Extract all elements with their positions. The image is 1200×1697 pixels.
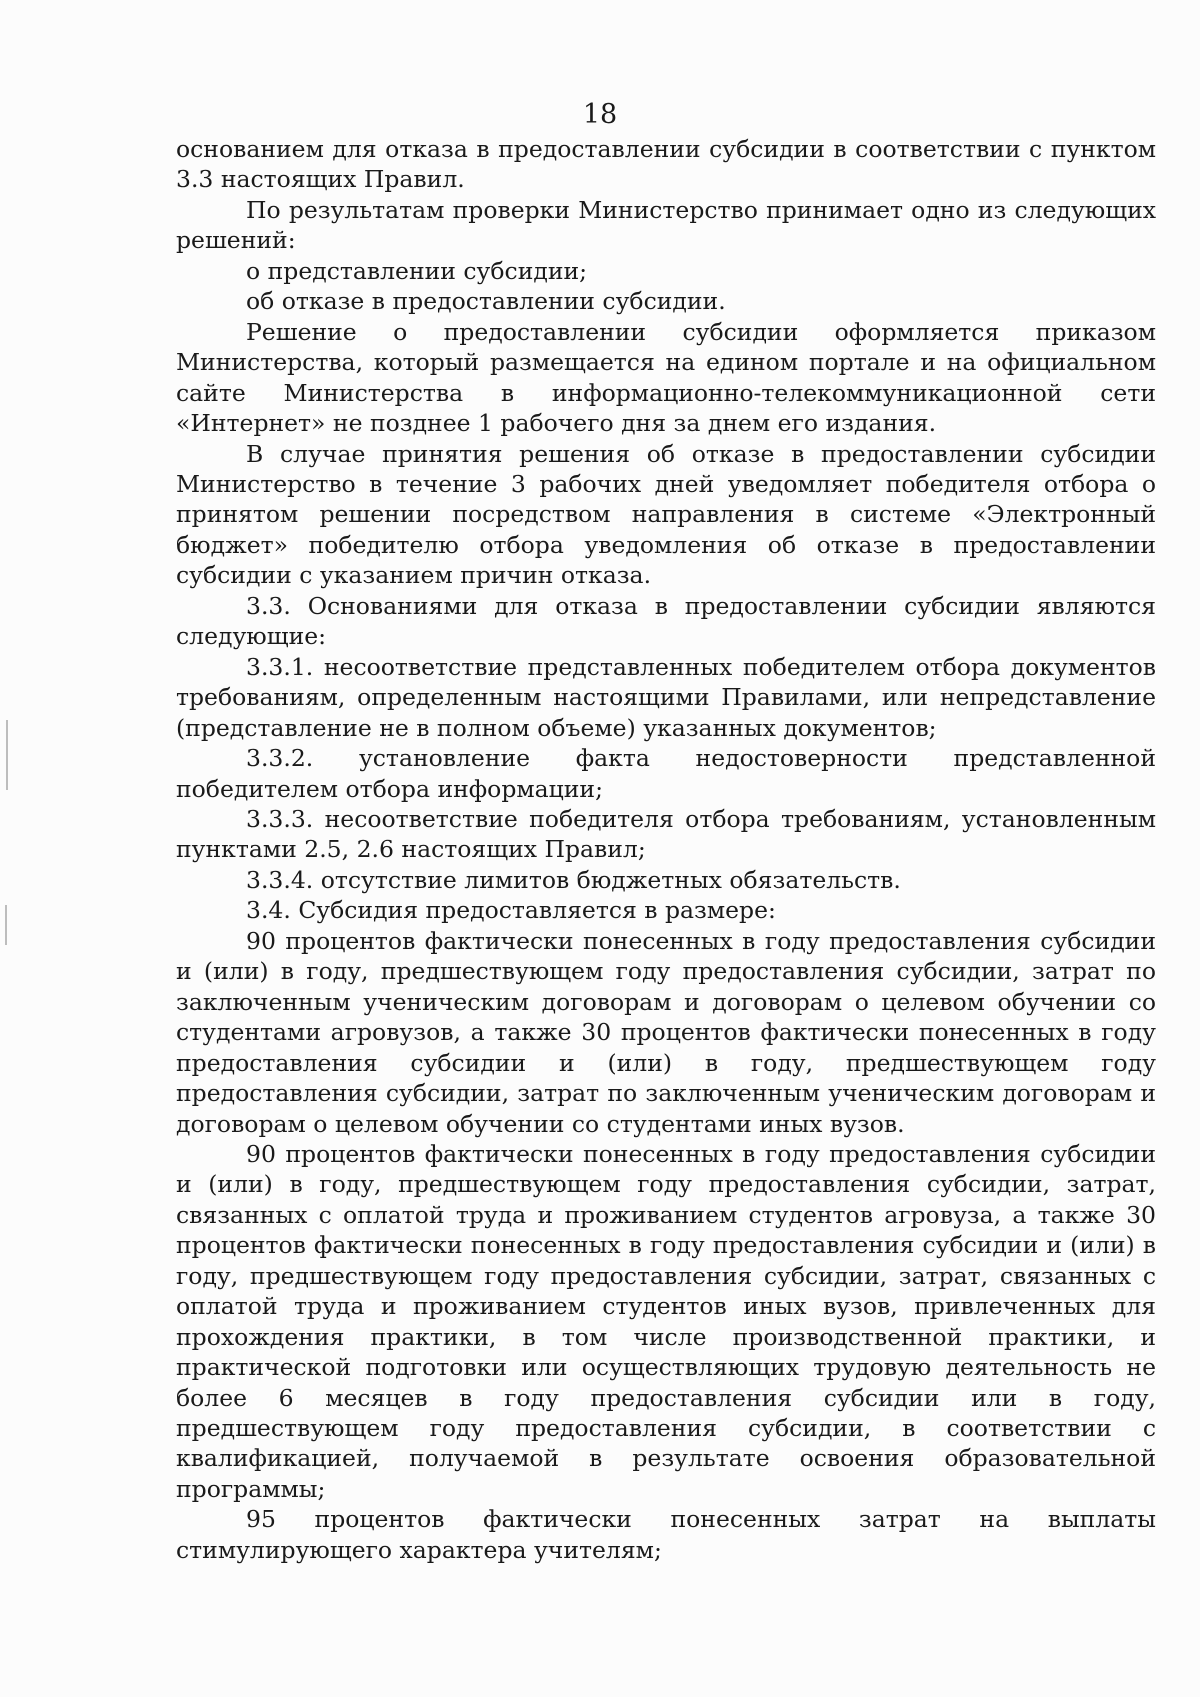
paragraph: о представлении субсидии; [246,256,588,285]
paragraph: 90 процентов фактически понесенных в году предоставления субсидии и (или) в году, предшествующем году предоставления субсидии, затрат по заключенным ученическим договорам и договорам о целевом обучении со студентами агровузов, а также 30 процентов фактически понесенных в году предоставления субсидии и (или) в году, предшествующем году предоставления субсидии, затрат по заключенным ученическим договорам и договорам о целевом обучении со студентами иных вузов. [176,926,1156,1138]
paragraph: 3.3. Основаниями для отказа в предоставлении субсидии являются следующие: [176,591,1156,651]
paragraph: 3.3.1. несоответствие представленных победителем отбора документов требованиям, определенным настоящими Правилами, или непредставление (представление не в полном объеме) указанных документов; [176,652,1156,742]
paragraph: 90 процентов фактически понесенных в году предоставления субсидии и (или) в году, предшествующем году предоставления субсидии, затрат, связанных с оплатой труда и проживанием студентов агровуза, а также 30 процентов фактически понесенных в году предоставления субсидии и (или) в году, предшествующем году предоставления субсидии, затрат, связанных с оплатой труда и проживанием студентов иных вузов, привлеченных для прохождения практики, в том числе производственной практики, и практической подготовки или осуществляющих трудовую деятельность не более 6 месяцев в году предоставления субсидии или в году, предшествующем году предоставления субсидии, в соответствии с квалификацией, получаемой в результате освоения образовательной программы; [176,1139,1156,1503]
paragraph: В случае принятия решения об отказе в предоставлении субсидии Министерство в течение 3 рабочих дней уведомляет победителя отбора о принятом решении посредством направления в системе «Электронный бюджет» победителю отбора уведомления об отказе в предоставлении субсидии с указанием причин отказа. [176,439,1156,590]
paragraph: 3.3.2. установление факта недостоверности представленной победителем отбора информации; [176,744,1156,803]
paragraph: 3.3.3. несоответствие победителя отбора требованиям, установленным пунктами 2.5, 2.6 настоящих Правил; [176,804,1156,864]
paragraph: 3.3.4. отсутствие лимитов бюджетных обязательств. [246,865,901,894]
paragraph: Решение о предоставлении субсидии оформляется приказом Министерства, который размещается на едином портале и на официальном сайте Министерства в информационно-телекоммуникационной сети «Интернет» не позднее 1 рабочего дня за днем его издания. [176,317,1156,438]
scan-edge-mark [5,905,7,945]
page-number: 18 [582,99,618,130]
paragraph: основанием для отказа в предоставлении субсидии в соответствии с пунктом 3.3 настоящих Правил. [176,135,1156,194]
paragraph: 95 процентов фактически понесенных затрат на выплаты стимулирующего характера учителям; [176,1505,1156,1564]
paragraph: об отказе в предоставлении субсидии. [246,287,726,316]
document-body [176,134,1156,1565]
paragraph: По результатам проверки Министерство принимает одно из следующих решений: [176,195,1156,255]
scan-edge-mark [6,720,8,790]
paragraph: 3.4. Субсидия предоставляется в размере: [246,896,776,925]
